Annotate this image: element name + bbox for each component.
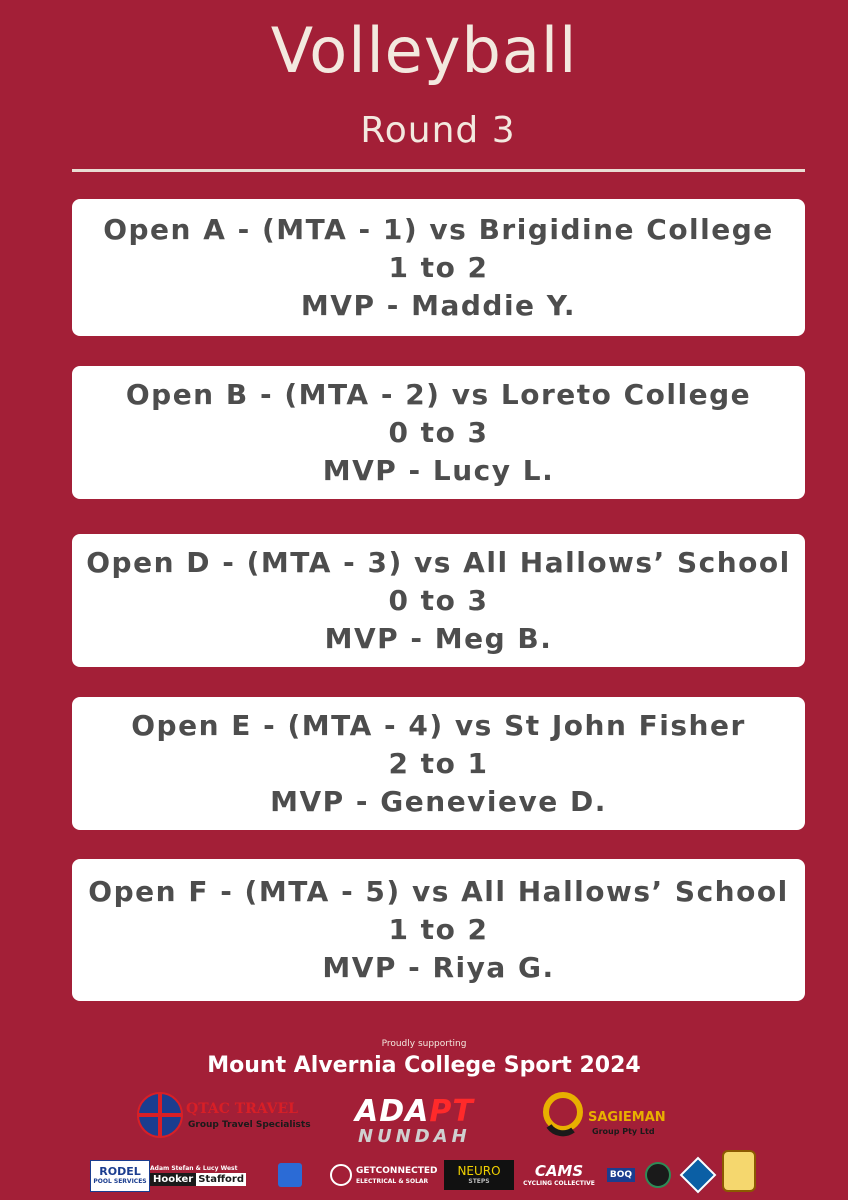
match-card-open-b <box>72 366 805 499</box>
globe-icon <box>137 1092 183 1138</box>
match-teams: Open B - (MTA - 2) vs Loreto College <box>125 377 752 411</box>
neuro-name: NEURO <box>457 1164 501 1178</box>
sagieman-logo-name: SAGIEMAN <box>588 1110 666 1125</box>
adapt-logo-sub: NUNDAH <box>358 1126 471 1147</box>
rodel-logo <box>90 1160 150 1192</box>
match-score: 2 to 1 <box>388 746 489 780</box>
sagieman-logo-sub: Group Pty Ltd <box>592 1127 655 1136</box>
getconnected-ring <box>330 1164 352 1186</box>
footer-title: Mount Alvernia College Sport 2024 <box>207 1053 641 1078</box>
match-card-open-a <box>72 199 805 336</box>
match-score: 0 to 3 <box>388 415 489 449</box>
getconnected-sub: ELECTRICAL & SOLAR <box>356 1177 429 1185</box>
getconnected-icon <box>330 1160 352 1190</box>
adapt-logo-pt: PT <box>429 1094 474 1129</box>
match-mvp: MVP - Maddie Y. <box>300 288 577 322</box>
cams-logo <box>518 1160 600 1190</box>
cams-sub: CYCLING COLLECTIVE <box>523 1179 595 1187</box>
dominos-logo <box>678 1160 718 1190</box>
dominos-icon <box>680 1157 717 1194</box>
rodel-logo-sub: POOL SERVICES <box>93 1178 147 1185</box>
qtac-logo-name: QTAC TRAVEL <box>186 1101 298 1117</box>
match-teams: Open A - (MTA - 1) vs Brigidine College <box>103 212 774 246</box>
match-mvp: MVP - Lucy L. <box>322 453 555 487</box>
qtac-logo-tagline: Group Travel Specialists <box>188 1120 311 1130</box>
getconnected-name: GETCONNECTED <box>356 1165 438 1176</box>
rodel-logo-name: RODEL <box>99 1165 141 1178</box>
match-score: 1 to 2 <box>388 250 489 284</box>
supporting-caption: Proudly supporting <box>381 1039 467 1049</box>
match-mvp: MVP - Riya G. <box>322 951 555 984</box>
mascot-icon <box>722 1150 756 1192</box>
circle-logo-icon <box>645 1162 671 1188</box>
adapt-logo-a: ADA <box>355 1094 430 1129</box>
stripe-logo <box>258 1160 322 1190</box>
mascot-logo <box>722 1150 756 1192</box>
sagieman-icon <box>543 1090 583 1140</box>
match-score: 1 to 2 <box>388 913 489 946</box>
neuro-sub: STEPS <box>468 1178 490 1185</box>
ljhooker-logo <box>150 1160 255 1190</box>
boq-logo <box>604 1160 638 1190</box>
match-card-open-e <box>72 697 805 830</box>
boq-name: BOQ <box>607 1168 635 1182</box>
match-teams: Open E - (MTA - 4) vs St John Fisher <box>131 708 746 742</box>
ljhooker-agents: Adam Stefan & Lucy West <box>150 1165 238 1172</box>
match-mvp: MVP - Genevieve D. <box>270 784 607 818</box>
circle-logo <box>644 1160 672 1190</box>
match-card-open-f <box>72 859 805 1001</box>
round-subtitle: Round 3 <box>360 110 516 151</box>
stripe-logo-icon <box>278 1163 302 1187</box>
neuro-steps-logo <box>444 1160 514 1190</box>
ljhooker-town: Stafford <box>198 1174 245 1185</box>
page-title: Volleyball <box>270 14 578 87</box>
match-card-open-d <box>72 534 805 667</box>
title-divider <box>72 169 805 172</box>
ljhooker-brand: Hooker <box>150 1173 196 1186</box>
match-mvp: MVP - Meg B. <box>324 621 553 655</box>
cams-name: CAMS <box>534 1161 584 1180</box>
match-teams: Open D - (MTA - 3) vs All Hallows’ School <box>86 545 791 579</box>
adapt-logo <box>355 1094 474 1129</box>
match-score: 0 to 3 <box>388 583 489 617</box>
ljhooker-brand-row <box>150 1173 246 1186</box>
match-teams: Open F - (MTA - 5) vs All Hallows’ School <box>88 875 789 908</box>
